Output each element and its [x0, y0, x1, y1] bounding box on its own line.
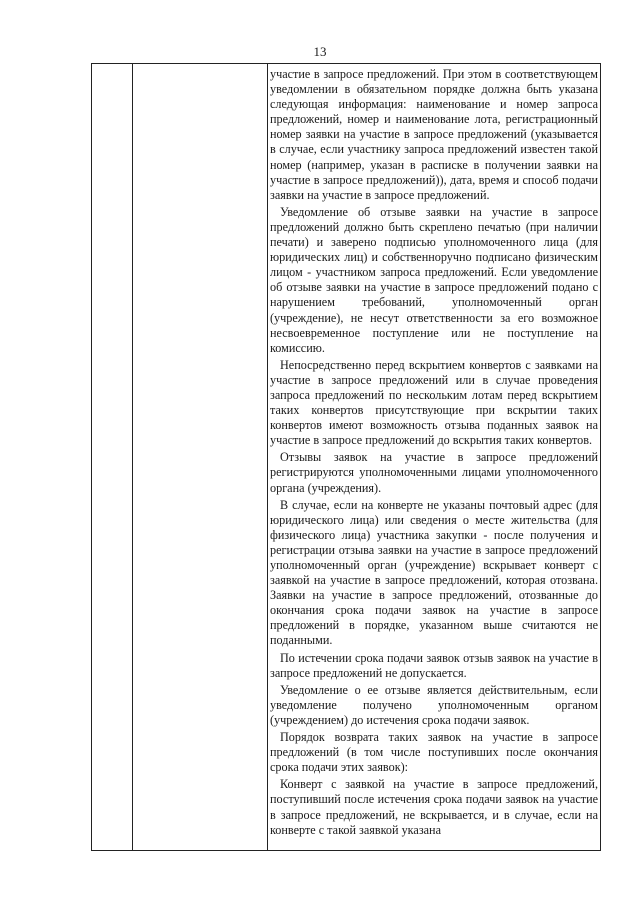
- paragraph: Уведомление о ее отзыве является действительным, если уведомление получено уполномоченным органом (учреждением) до истечения срока подачи заявок.: [270, 682, 598, 727]
- table-cell-text: [270, 67, 598, 840]
- paragraph: По истечении срока подачи заявок отзыв заявок на участие в запросе предложений не допускается.: [270, 650, 598, 680]
- paragraph: Отзывы заявок на участие в запросе предложений регистрируются уполномоченными лицами уполномоченного органа (учреждения).: [270, 450, 598, 495]
- column-divider: [267, 64, 268, 850]
- document-table: [91, 63, 601, 851]
- paragraph: Уведомление об отзыве заявки на участие в запросе предложений должно быть скреплено печатью (при наличии печати) и заверено подписью уполномоченного лица (для юридических лиц) и собственноручно подписано физическим лицом - участником запроса предложений. Если уведомление об отзыве заявки на участие в запросе предложений подано с нарушением требований, уполномоченный орган (учреждение), не несут ответственности за его возможное несвоевременное поступление или не поступление на комиссию.: [270, 204, 598, 355]
- column-divider: [132, 64, 133, 850]
- paragraph: Порядок возврата таких заявок на участие в запросе предложений (в том числе поступивших после окончания срока подачи этих заявок):: [270, 730, 598, 775]
- paragraph: участие в запросе предложений. При этом в соответствующем уведомлении в обязательном порядке должна быть указана следующая информация: наименование и номер запроса предложений, номер и наименование лота, регистрационный номер заявки на участие в запросе предложений (указывается в случае, если участнику запроса предложений известен такой номер (например, указан в расписке в получении заявки на участие в запросе предложений)), дата, время и способ подачи заявки на участие в запросе предложений.: [270, 67, 598, 202]
- paragraph: В случае, если на конверте не указаны почтовый адрес (для юридического лица) или сведения о месте жительства (для физического лица) участника закупки - после получения и регистрации отзыва заявки на участие в запросе предложений уполномоченный орган (учреждение) вскрывает конверт с заявкой на участие в запросе предложений, которая отозвана. Заявки на участие в запросе предложений, отозванные до окончания срока подачи заявок на участие в запросе предложений в порядке, указанном выше считаются не поданными.: [270, 497, 598, 648]
- paragraph: Конверт с заявкой на участие в запросе предложений, поступивший после истечения срока подачи заявок на участие в запросе предложений, не вскрывается, и в случае, если на конверте с такой заявкой указана: [270, 777, 598, 837]
- paragraph: Непосредственно перед вскрытием конвертов с заявками на участие в запросе предложений или в случае проведения запроса предложений по нескольким лотам перед вскрытием таких конвертов присутствующие при вскрытии таких конвертов имеют возможность отзыва поданных заявок на участие в запросе предложений до вскрытия таких конвертов.: [270, 357, 598, 448]
- page-number: 13: [313, 44, 327, 59]
